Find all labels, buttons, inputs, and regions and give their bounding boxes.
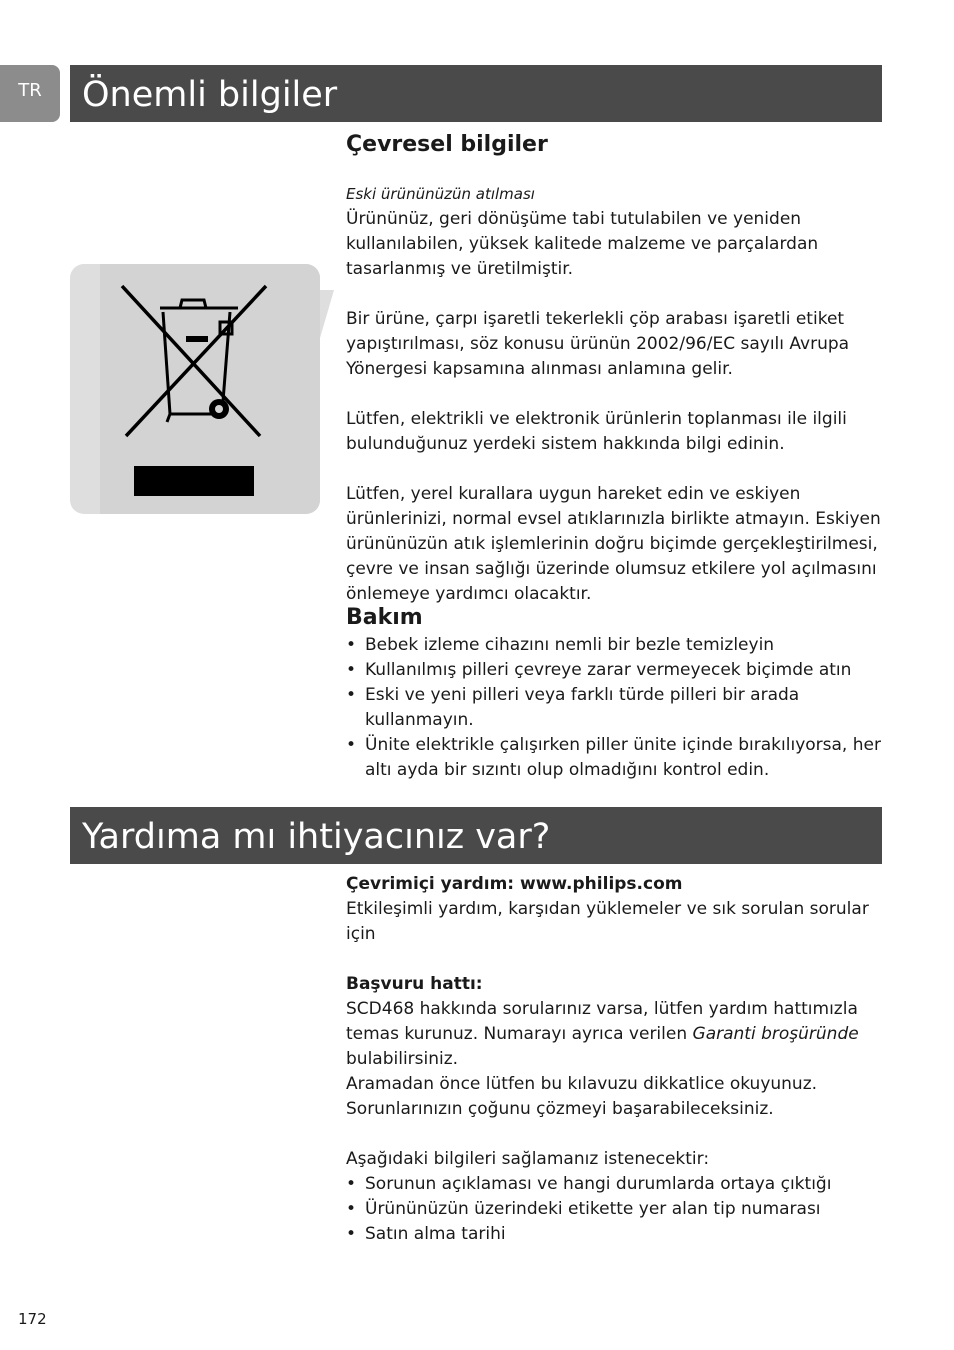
hotline-text: SCD468 hakkında sorularınız varsa, lütfen yardım hattımızla temas kurunuz. Numarayı ayrıca verilen Garanti broşüründe bulabilirsiniz. <box>346 999 859 1069</box>
paragraph: Ürününüz, geri dönüşüme tabi tutulabilen ve yeniden kullanılabilen, yüksek kalitede malzeme ve parçalardan tasarlanmış ve üretilmiştir. <box>346 209 819 279</box>
info-list <box>346 1172 882 1247</box>
disposal-subheading: Eski ürününüzün atılması <box>346 185 535 203</box>
hotline-text-2: Aramadan önce lütfen bu kılavuzu dikkatlice okuyunuz. Sorunlarınızın çoğunu çözmeyi başarabileceksiniz. <box>346 1074 818 1119</box>
environment-section <box>346 130 882 607</box>
list-item: • Kullanılmış pilleri çevreye zarar vermeyecek biçimde atın <box>346 660 852 680</box>
list-item: • Eski ve yeni pilleri veya farklı türde pilleri bir arada kullanmayın. <box>346 685 800 730</box>
care-heading: Bakım <box>346 605 423 630</box>
help-section <box>346 872 882 1247</box>
list-item: • Satın alma tarihi <box>346 1224 506 1244</box>
hotline-heading: Başvuru hattı: <box>346 974 483 994</box>
paragraph: Lütfen, yerel kurallara uygun hareket edin ve eskiyen ürünlerinizi, normal evsel atıklarınızla birlikte atmayın. Eskiyen ürününüzün atık işlemlerinin doğru biçimde gerçekleştirilmesi, çevre ve insan sağlığı üzerinde olumsuz etkilere yol açılmasını önlemeye yardımcı olacaktır. <box>346 484 881 604</box>
environment-heading: Çevresel bilgiler <box>346 132 548 157</box>
paragraph: Bir ürüne, çarpı işaretli tekerlekli çöp arabası işaretli etiket yapıştırılması, söz konusu ürünün 2002/96/EC sayılı Avrupa Yönergesi kapsamına alınması anlamına gelir. <box>346 309 850 379</box>
list-item: • Ürününüzün üzerindeki etikette yer alan tip numarası <box>346 1199 821 1219</box>
care-section <box>346 603 882 783</box>
section-title-help: Yardıma mı ihtiyacınız var? <box>70 807 882 864</box>
list-item: • Ünite elektrikle çalışırken piller ünite içinde bırakılıyorsa, her altı ayda bir sızıntı olup olmadığını kontrol edin. <box>346 735 881 780</box>
paragraph: Lütfen, elektrikli ve elektronik ürünlerin toplanması ile ilgili bulunduğunuz yerdeki sistem hakkında bilgi edinin. <box>346 409 847 454</box>
weee-symbol-card <box>70 264 320 514</box>
list-item: • Sorunun açıklaması ve hangi durumlarda ortaya çıktığı <box>346 1174 832 1194</box>
online-help-text: Etkileşimli yardım, karşıdan yüklemeler ve sık sorulan sorular için <box>346 899 869 944</box>
care-list <box>346 633 882 783</box>
section-title-important-info: Önemli bilgiler <box>70 65 882 122</box>
online-help-heading: Çevrimiçi yardım: www.philips.com <box>346 874 683 894</box>
info-intro: Aşağıdaki bilgileri sağlamanız istenecektir: <box>346 1149 710 1169</box>
page-number: 172 <box>18 1310 47 1328</box>
list-item: • Bebek izleme cihazını nemli bir bezle temizleyin <box>346 635 775 655</box>
card-tab-decoration <box>320 290 334 340</box>
language-tab: TR <box>0 65 60 122</box>
crossed-out-wheelie-bin-icon <box>70 264 320 514</box>
